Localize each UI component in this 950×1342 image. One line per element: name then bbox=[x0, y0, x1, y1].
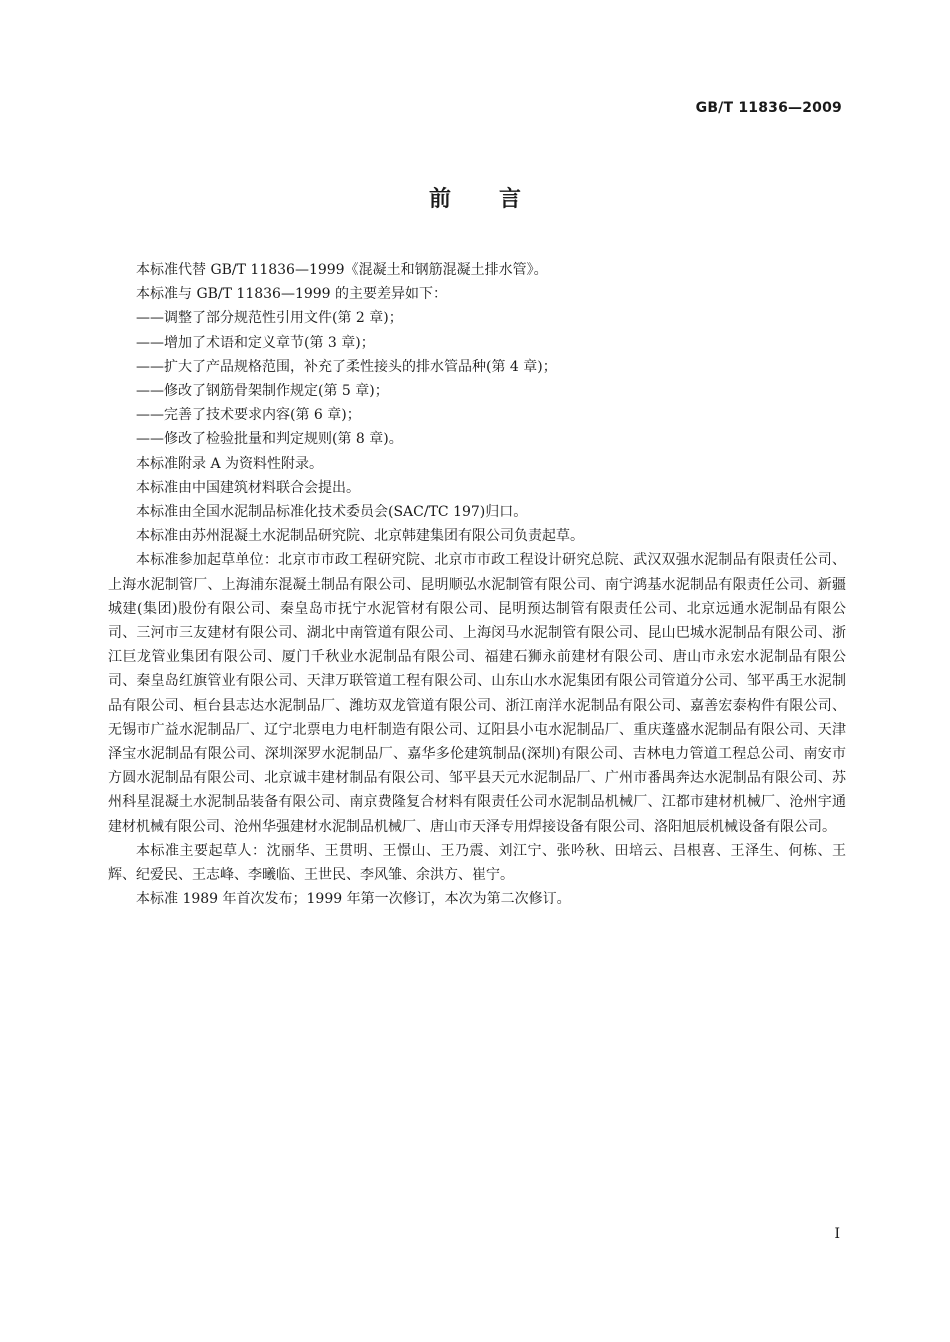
paragraph-main-drafters: 本标准主要起草人：沈丽华、王贯明、王憬山、王乃震、刘江宁、张吟秋、田培云、吕根喜、王泽生、何栋、王辉、纪爱民、王志峰、李曦临、王世民、李风雏、余洪方、崔宁。 bbox=[108, 842, 846, 884]
paragraph-drafted-by: 本标准由苏州混凝土水泥制品研究院、北京韩建集团有限公司负责起草。 bbox=[136, 528, 584, 545]
foreword-body bbox=[108, 258, 846, 911]
paragraph-differences-intro: 本标准与 GB/T 11836—1999 的主要差异如下： bbox=[136, 286, 448, 303]
page-title: 前言 bbox=[428, 187, 569, 212]
paragraph-participating-units: 本标准参加起草单位：北京市市政工程研究院、北京市市政工程设计研究总院、武汉双强水泥制品有限责任公司、上海水泥制管厂、上海浦东混凝土制品有限公司、昆明顺弘水泥制管有限公司、南宁鸿基水泥制品有限责任公司、新疆城建(集团)股份有限公司、秦皇岛市抚宁水泥管材有限公司、昆明预达制管有限责任公司、北京远通水泥制品有限公司、三河市三友建材有限公司、湖北中南管道有限公司、上海闵马水泥制管有限公司、昆山巴城水泥制品有限公司、浙江巨龙管业集团有限公司、厦门千秋业水泥制品有限公司、福建石狮永前建材有限公司、唐山市永宏水泥制品有限公司、秦皇岛红旗管业有限公司、天津万联管道工程有限公司、山东山水水泥集团有限公司管道分公司、邹平禹王水泥制品有限公司、桓台县志达水泥制品厂、潍坊双龙管道有限公司、浙江南洋水泥制品有限公司、嘉善宏泰构件有限公司、无锡市广益水泥制品厂、辽宁北票电力电杆制造有限公司、辽阳县小屯水泥制品厂、重庆蓬盛水泥制品有限公司、天津泽宝水泥制品有限公司、深圳深罗水泥制品厂、嘉华多伦建筑制品(深圳)有限公司、吉林电力管道工程总公司、南安市方圆水泥制品有限公司、北京诚丰建材制品有限公司、邹平县天元水泥制品厂、广州市番禺奔达水泥制品有限公司、苏州科星混凝土水泥制品装备有限公司、南京费隆复合材料有限责任公司水泥制品机械厂、江都市建材机械厂、沧州宇通建材机械有限公司、沧州华强建材水泥制品机械厂、唐山市天泽专用焊接设备有限公司、洛阳旭辰机械设备有限公司。 bbox=[108, 552, 846, 835]
page-number: I bbox=[834, 1226, 840, 1242]
list-item: ——完善了技术要求内容(第 6 章)； bbox=[136, 407, 361, 424]
standard-number: GB/T 11836—2009 bbox=[695, 100, 842, 116]
paragraph-annex: 本标准附录 A 为资料性附录。 bbox=[136, 455, 324, 472]
list-item: ——扩大了产品规格范围，补充了柔性接头的排水管品种(第 4 章)； bbox=[136, 358, 557, 375]
paragraph-publication-history: 本标准 1989 年首次发布；1999 年第一次修订，本次为第二次修订。 bbox=[136, 891, 571, 908]
list-item: ——修改了钢筋骨架制作规定(第 5 章)； bbox=[136, 383, 389, 400]
paragraph-proposed-by: 本标准由中国建筑材料联合会提出。 bbox=[136, 479, 360, 496]
paragraph-centralized-by: 本标准由全国水泥制品标准化技术委员会(SAC/TC 197)归口。 bbox=[136, 504, 528, 521]
paragraph-replaces: 本标准代替 GB/T 11836—1999《混凝土和钢筋混凝土排水管》。 bbox=[136, 262, 548, 278]
list-item: ——修改了检验批量和判定规则(第 8 章)。 bbox=[136, 431, 403, 448]
list-item: ——增加了术语和定义章节(第 3 章)； bbox=[136, 334, 375, 351]
list-item: ——调整了部分规范性引用文件(第 2 章)； bbox=[136, 310, 403, 327]
